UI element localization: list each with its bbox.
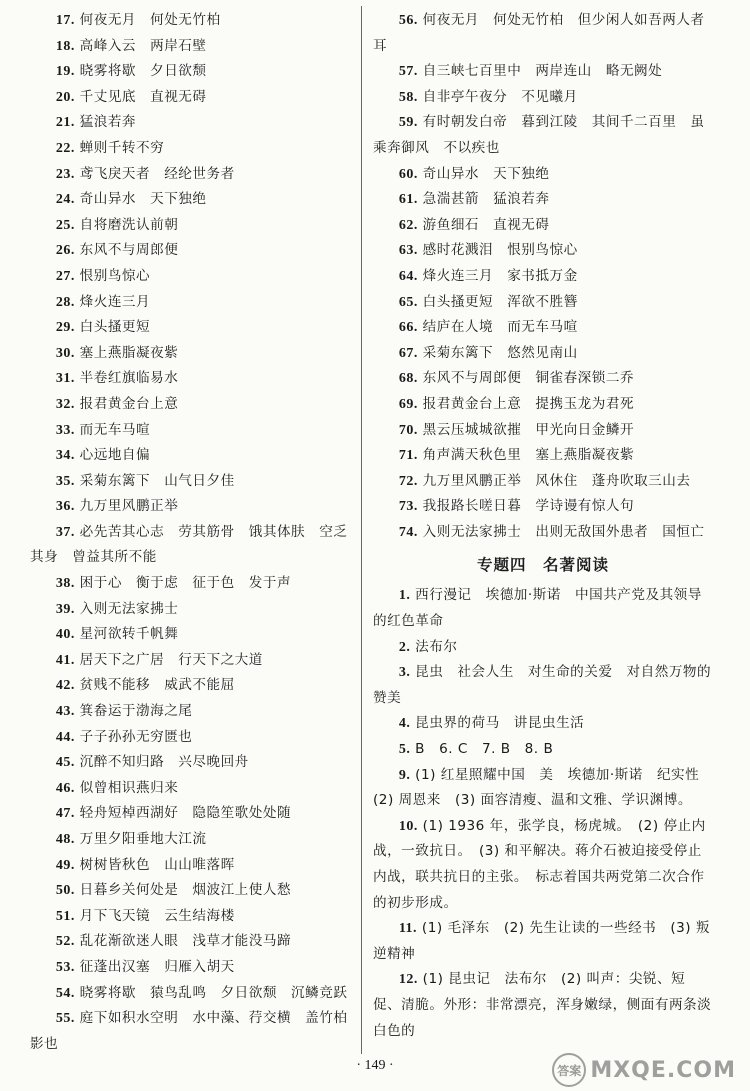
answer-item xyxy=(30,520,355,571)
answer-text: 采菊东篱下 悠然见南山 xyxy=(422,344,578,361)
answer-text: 半卷红旗临易水 xyxy=(79,370,179,387)
answer-text: 昆虫 社会人生 对生命的关爱 对自然万物的赞美 xyxy=(373,664,712,706)
answer-number: 66. xyxy=(398,320,418,336)
answer-text: 乱花渐欲迷人眼 浅草才能没马蹄 xyxy=(79,933,292,950)
answer-number: 62. xyxy=(398,217,418,233)
answer-text: 征蓬出汉塞 归雁入胡天 xyxy=(79,958,235,975)
answer-text: 月下飞天镜 云生结海楼 xyxy=(79,907,235,924)
answer-number: 60. xyxy=(398,166,418,182)
answer-item xyxy=(373,366,713,392)
answer-number: 32. xyxy=(55,396,75,412)
answer-item xyxy=(373,238,713,264)
answer-number: 22. xyxy=(55,140,75,156)
answer-text: 白头搔更短 xyxy=(79,319,151,336)
answer-item xyxy=(373,494,713,520)
answer-text: 昆虫界的荷马 讲昆虫生活 xyxy=(415,715,585,732)
watermark-badge: 答案 xyxy=(552,1053,586,1087)
watermark-logo xyxy=(552,1053,736,1087)
answer-number: 42. xyxy=(55,678,75,694)
answer-item xyxy=(373,967,713,1044)
answer-text: 报君黄金台上意 提携玉龙为君死 xyxy=(422,395,635,412)
answer-number: 72. xyxy=(398,473,418,489)
answer-number: 25. xyxy=(55,217,75,233)
answer-text: 西行漫记 埃德加·斯诺 中国共产党及其领导的红色革命 xyxy=(373,587,702,630)
answer-number: 57. xyxy=(398,64,418,80)
answer-number: 55. xyxy=(55,1011,75,1027)
answer-item xyxy=(373,763,713,814)
answer-number: 20. xyxy=(55,89,75,105)
answer-text: 恨别鸟惊心 xyxy=(79,267,151,284)
answer-number: 38. xyxy=(55,576,75,592)
answer-number: 63. xyxy=(398,243,418,259)
answer-text: 结庐在人境 而无车马喧 xyxy=(422,319,578,336)
answer-item xyxy=(30,264,355,290)
answer-number: 69. xyxy=(398,396,418,412)
answer-text: 子子孙孙无穷匮也 xyxy=(79,728,193,745)
answer-number: 67. xyxy=(398,345,418,361)
answer-text: 而无车马喧 xyxy=(79,421,151,438)
answer-number: 71. xyxy=(398,448,418,464)
answer-item xyxy=(373,85,713,111)
answer-item xyxy=(30,34,355,60)
answer-number: 29. xyxy=(55,320,75,336)
answer-item xyxy=(30,341,355,367)
answer-number: 48. xyxy=(55,832,75,847)
answer-text: 似曾相识燕归来 xyxy=(79,779,179,796)
answer-text: 奇山异水 天下独绝 xyxy=(79,191,207,208)
answer-item xyxy=(30,238,355,264)
answer-number: 74. xyxy=(398,524,418,540)
answer-text: 烽火连三月 家书抵万金 xyxy=(422,267,578,284)
answer-number: 5. xyxy=(398,742,411,758)
answer-number: 68. xyxy=(398,371,418,387)
answer-item xyxy=(373,187,713,213)
answer-number: 35. xyxy=(55,473,75,489)
answer-number: 43. xyxy=(55,704,75,720)
answer-item xyxy=(30,443,355,469)
answer-number: 23. xyxy=(55,166,75,182)
right-column xyxy=(373,8,713,1044)
answer-number: 1. xyxy=(398,588,411,604)
answer-text: 必先苦其心志 劳其筋骨 饿其体肤 空乏其身 曾益其所不能 xyxy=(30,523,348,566)
answer-item xyxy=(373,315,713,341)
answer-item xyxy=(30,929,355,955)
answer-item xyxy=(373,660,713,711)
answer-text: 箕畚运于渤海之尾 xyxy=(79,703,193,720)
answer-item xyxy=(30,290,355,316)
answer-number: 64. xyxy=(398,268,418,284)
section-answer-list xyxy=(373,583,713,1044)
answer-text: 蝉则千转不穷 xyxy=(79,139,165,156)
answer-item xyxy=(30,315,355,341)
answer-text: 困于心 衡于虑 征于色 发于声 xyxy=(79,575,292,592)
answer-text: (1) 红星照耀中国 美 埃德加·斯诺 纪实性 (2) 周恩来 (3) 面容清瘦、温和文雅、学识渊博。 xyxy=(373,766,714,809)
answer-text: 树树皆秋色 山山唯落晖 xyxy=(79,856,235,873)
answer-text: 奇山异水 天下独绝 xyxy=(422,165,550,182)
answer-item xyxy=(373,469,713,495)
answer-number: 10. xyxy=(398,818,418,834)
answer-number: 4. xyxy=(398,716,411,732)
answer-number: 70. xyxy=(398,422,418,438)
answer-item xyxy=(373,418,713,444)
answer-number: 65. xyxy=(398,294,418,310)
answer-item xyxy=(373,213,713,239)
answer-text: 报君黄金台上意 xyxy=(79,395,179,412)
answer-item xyxy=(373,290,713,316)
watermark-text: MXQE.COM xyxy=(590,1057,736,1083)
answer-text: 星河欲转千帆舞 xyxy=(79,626,179,643)
answer-text: 我报路长嗟日暮 学诗谩有惊人句 xyxy=(422,498,635,515)
answer-number: 40. xyxy=(55,627,75,643)
answer-item xyxy=(30,648,355,674)
answer-text: 入则无法家拂士 出则无敌国外患者 国恒亡 xyxy=(422,523,705,540)
answer-number: 73. xyxy=(398,499,418,515)
answer-text: 鸢飞戾天者 经纶世务者 xyxy=(79,165,235,182)
answer-item xyxy=(30,571,355,597)
answer-text: 高峰入云 两岸石壁 xyxy=(79,37,207,54)
answer-item xyxy=(30,673,355,699)
left-column xyxy=(30,8,355,1057)
answer-text: 塞上燕脂凝夜紫 xyxy=(79,344,179,361)
answer-item xyxy=(30,955,355,981)
answer-item xyxy=(30,8,355,34)
answer-text: 九万里风鹏正举 xyxy=(79,498,179,515)
answer-text: (1) 1936 年，张学良，杨虎城。 (2) 停止内战，一致抗日。 (3) 和平解决。蒋介石被迫接受停止内战，联共抗日的主张。 标志着国共两党第二次合作的初步形成。 xyxy=(373,817,706,911)
answer-item xyxy=(373,392,713,418)
answer-number: 45. xyxy=(55,755,75,771)
answer-number: 28. xyxy=(55,294,75,310)
answer-number: 3. xyxy=(398,665,411,681)
answer-text: B 6. C 7. B 8. B xyxy=(415,741,554,758)
answer-item xyxy=(373,443,713,469)
answer-text: 千丈见底 直视无碍 xyxy=(79,88,207,105)
answer-item xyxy=(30,366,355,392)
answer-item xyxy=(30,494,355,520)
answer-number: 46. xyxy=(55,780,75,796)
page-number: · 149 · xyxy=(356,1058,394,1073)
answer-number: 26. xyxy=(55,243,75,259)
answer-number: 19. xyxy=(55,64,75,80)
answer-item xyxy=(373,737,713,763)
answer-item xyxy=(30,904,355,930)
answer-text: 白头搔更短 浑欲不胜簪 xyxy=(422,293,578,310)
answer-text: 黑云压城城欲摧 甲光向日金鳞开 xyxy=(422,421,635,438)
answer-number: 30. xyxy=(55,345,75,361)
answer-text: 自三峡七百里中 两岸连山 略无阙处 xyxy=(422,63,663,80)
answer-item xyxy=(30,622,355,648)
answer-number: 36. xyxy=(55,499,75,515)
answer-number: 50. xyxy=(55,883,75,899)
answer-item xyxy=(30,981,355,1007)
answer-text: 有时朝发白帝 暮到江陵 其间千二百里 虽乘奔御风 不以疾也 xyxy=(373,114,705,156)
answer-text: 自非亭午夜分 不见曦月 xyxy=(422,88,578,105)
answer-number: 39. xyxy=(55,601,75,617)
answer-item xyxy=(30,418,355,444)
answer-item xyxy=(30,59,355,85)
answer-item xyxy=(30,110,355,136)
answer-text: 自将磨洗认前朝 xyxy=(79,216,179,233)
answer-text: 心远地自偏 xyxy=(79,447,151,464)
answer-item xyxy=(30,136,355,162)
answer-item xyxy=(30,85,355,111)
answer-text: 角声满天秋色里 塞上燕脂凝夜紫 xyxy=(422,447,635,464)
answer-item xyxy=(373,583,713,634)
answer-number: 53. xyxy=(55,959,75,975)
answer-text: 东风不与周郎便 xyxy=(79,242,179,259)
answer-item xyxy=(373,59,713,85)
answer-text: (1) 毛泽东 (2) 先生让读的一些经书 (3) 叛逆精神 xyxy=(373,920,711,962)
answer-item xyxy=(30,801,355,827)
right-answer-list xyxy=(373,8,713,545)
answer-item xyxy=(373,341,713,367)
answer-text: 东风不与周郎便 铜雀春深锁二乔 xyxy=(422,370,635,387)
answer-number: 12. xyxy=(398,972,418,988)
answer-number: 37. xyxy=(55,524,75,540)
answer-text: 贫贱不能移 威武不能屈 xyxy=(79,677,235,694)
answer-text: 采菊东篱下 山气日夕佳 xyxy=(79,472,235,489)
answer-number: 51. xyxy=(55,908,75,924)
answer-number: 59. xyxy=(398,115,418,131)
answer-number: 11. xyxy=(398,921,418,937)
answer-text: 沉醉不知归路 兴尽晚回舟 xyxy=(79,754,249,771)
answer-item xyxy=(373,264,713,290)
answer-text: 九万里风鹏正举 风休住 蓬舟吹取三山去 xyxy=(422,472,691,489)
answer-text: 感时花溅泪 恨别鸟惊心 xyxy=(422,242,578,259)
answer-text: 入则无法家拂士 xyxy=(79,600,179,617)
answer-text: 急湍甚箭 猛浪若奔 xyxy=(422,191,550,208)
answer-number: 27. xyxy=(55,268,75,284)
answer-item xyxy=(30,162,355,188)
answer-number: 34. xyxy=(55,448,75,464)
answer-item xyxy=(30,187,355,213)
answer-item xyxy=(373,162,713,188)
answer-number: 2. xyxy=(398,639,411,655)
answer-number: 54. xyxy=(55,985,75,1001)
answer-item xyxy=(373,711,713,737)
answer-text: 烽火连三月 xyxy=(79,293,151,310)
answer-item xyxy=(30,1006,355,1057)
answer-item xyxy=(30,827,355,853)
answer-item xyxy=(373,520,713,546)
answer-number: 18. xyxy=(55,38,75,54)
answer-item xyxy=(30,699,355,725)
answer-item xyxy=(30,392,355,418)
answer-item xyxy=(30,750,355,776)
answer-number: 61. xyxy=(398,192,418,208)
answer-number: 49. xyxy=(55,857,75,873)
answer-item xyxy=(30,597,355,623)
answer-text: 万里夕阳垂地大江流 xyxy=(79,831,207,847)
answer-item xyxy=(373,635,713,661)
answer-text: 轻舟短棹西湖好 隐隐笙歌处处随 xyxy=(79,805,292,822)
answer-number: 56. xyxy=(398,13,418,28)
answer-text: 猛浪若奔 xyxy=(79,114,137,131)
answer-number: 44. xyxy=(55,729,75,745)
answer-number: 52. xyxy=(55,934,75,950)
answer-item xyxy=(30,213,355,239)
answer-text: (1) 昆虫记 法布尔 (2) 叫声：尖锐、短促、清脆。外形：非常漂亮，浑身嫩绿，侧面有两条淡白色的 xyxy=(373,971,712,1039)
answer-item xyxy=(30,853,355,879)
answer-item xyxy=(373,814,713,916)
answer-item xyxy=(373,8,713,59)
answer-text: 庭下如积水空明 水中藻、荇交横 盖竹柏影也 xyxy=(30,1010,348,1052)
answer-number: 9. xyxy=(398,767,411,783)
answer-text: 日暮乡关何处是 烟波江上使人愁 xyxy=(79,882,292,899)
answer-text: 居天下之广居 行天下之大道 xyxy=(79,651,263,668)
answer-number: 21. xyxy=(55,115,75,131)
answer-item xyxy=(30,878,355,904)
answer-number: 41. xyxy=(55,652,75,668)
answer-item xyxy=(373,110,713,161)
answer-text: 游鱼细石 直视无碍 xyxy=(422,216,550,233)
answer-text: 法布尔 xyxy=(415,638,458,655)
answer-number: 17. xyxy=(55,13,75,28)
answer-text: 晓雾将歇 夕日欲颓 xyxy=(79,63,207,80)
answer-item xyxy=(30,469,355,495)
answer-number: 47. xyxy=(55,806,75,822)
answer-text: 何夜无月 何处无竹柏 xyxy=(79,12,221,28)
answer-item xyxy=(30,725,355,751)
answer-number: 33. xyxy=(55,422,75,438)
answer-text: 晓雾将歇 猿鸟乱鸣 夕日欲颓 沉鳞竞跃 xyxy=(79,984,348,1001)
answer-number: 24. xyxy=(55,192,75,208)
column-divider xyxy=(361,6,362,1054)
answer-item xyxy=(373,916,713,967)
answer-item xyxy=(30,776,355,802)
section-title: 专题四 名著阅读 xyxy=(476,556,609,575)
answer-text: 何夜无月 何处无竹柏 但少闲人如吾两人者耳 xyxy=(373,12,705,54)
answer-number: 58. xyxy=(398,89,418,105)
answer-number: 31. xyxy=(55,371,75,387)
